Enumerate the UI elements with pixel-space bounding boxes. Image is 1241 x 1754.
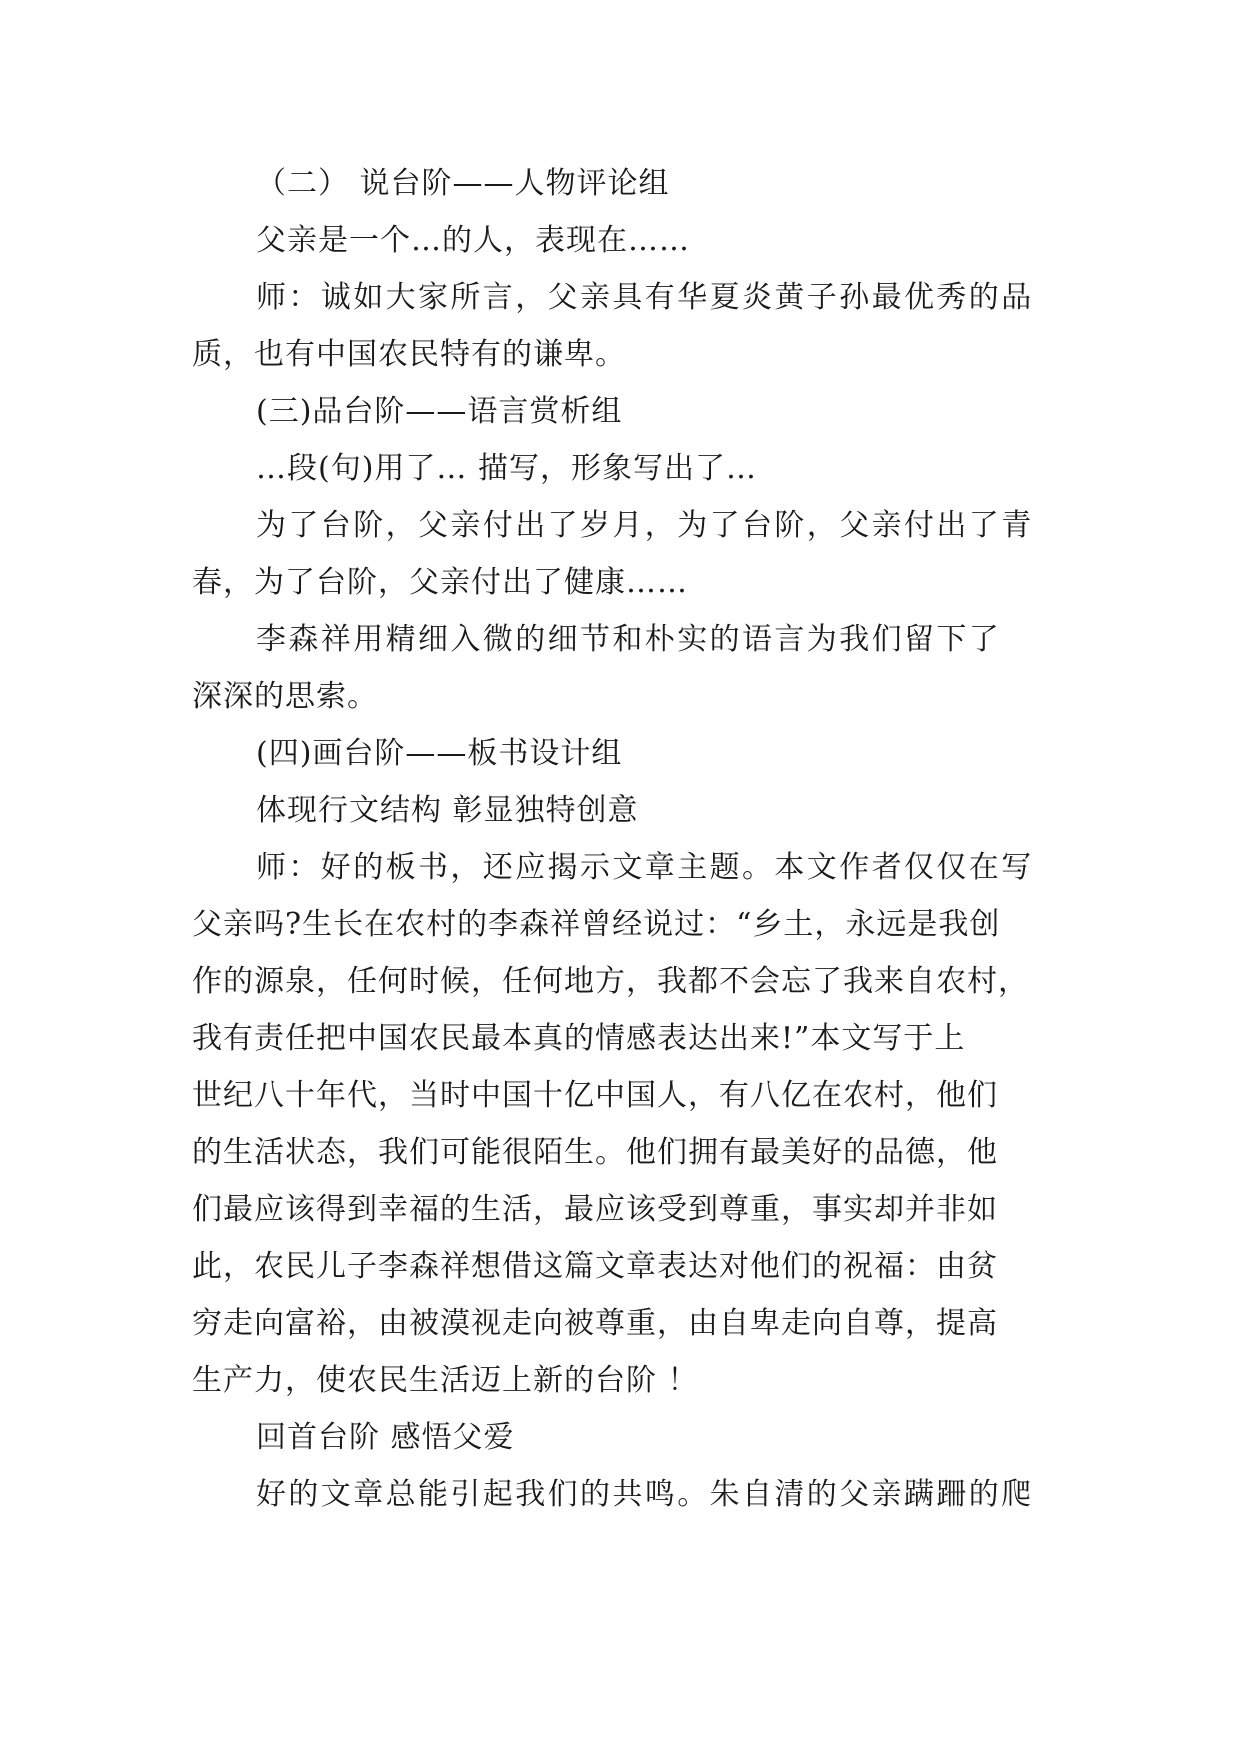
paragraph-line: …段(句)用了… 描写，形象写出了…	[256, 451, 757, 486]
paragraph-line: 的生活状态，我们可能很陌生。他们拥有最美好的品德，他	[192, 1135, 998, 1170]
section-heading-2: （二） 说台阶——人物评论组	[256, 166, 670, 201]
paragraph-line: 师：诚如大家所言，父亲具有华夏炎黄子孙最优秀的品	[256, 280, 1034, 315]
paragraph-line: 此，农民儿子李森祥想借这篇文章表达对他们的祝福：由贫	[192, 1249, 998, 1284]
paragraph-line: 父亲吗?生长在农村的李森祥曾经说过：“乡土，永远是我创	[192, 907, 1001, 942]
paragraph-line: 父亲是一个…的人，表现在……	[256, 223, 690, 258]
paragraph-line: 好的文章总能引起我们的共鸣。朱自清的父亲蹒跚的爬	[256, 1477, 1034, 1512]
section-heading-4: (四)画台阶——板书设计组	[256, 736, 623, 771]
paragraph-line: 春，为了台阶，父亲付出了健康……	[192, 565, 688, 600]
paragraph-line: 师：好的板书，还应揭示文章主题。本文作者仅仅在写	[256, 850, 1034, 885]
paragraph-line: 穷走向富裕，由被漠视走向被尊重，由自卑走向自尊，提高	[192, 1306, 998, 1341]
paragraph-line: 体现行文结构 彰显独特创意	[256, 793, 639, 828]
paragraph-line: 李森祥用精细入微的细节和朴实的语言为我们留下了	[256, 622, 1002, 657]
paragraph-line: 作的源泉，任何时候，任何地方，我都不会忘了我来自农村，	[192, 964, 1029, 999]
paragraph-line: 我有责任把中国农民最本真的情感表达出来!”本文写于上	[192, 1021, 966, 1056]
section-heading-3: (三)品台阶——语言赏析组	[256, 394, 623, 429]
paragraph-line: 生产力，使农民生活迈上新的台阶 ！	[192, 1363, 699, 1398]
paragraph-line: 为了台阶，父亲付出了岁月，为了台阶，父亲付出了青	[256, 508, 1034, 543]
paragraph-line: 们最应该得到幸福的生活，最应该受到尊重，事实却并非如	[192, 1192, 998, 1227]
paragraph-line: 深深的思索。	[192, 679, 378, 714]
subheading: 回首台阶 感悟父爱	[256, 1420, 515, 1455]
paragraph-line: 质，也有中国农民特有的谦卑。	[192, 337, 626, 372]
paragraph-line: 世纪八十年代，当时中国十亿中国人，有八亿在农村，他们	[192, 1078, 998, 1113]
